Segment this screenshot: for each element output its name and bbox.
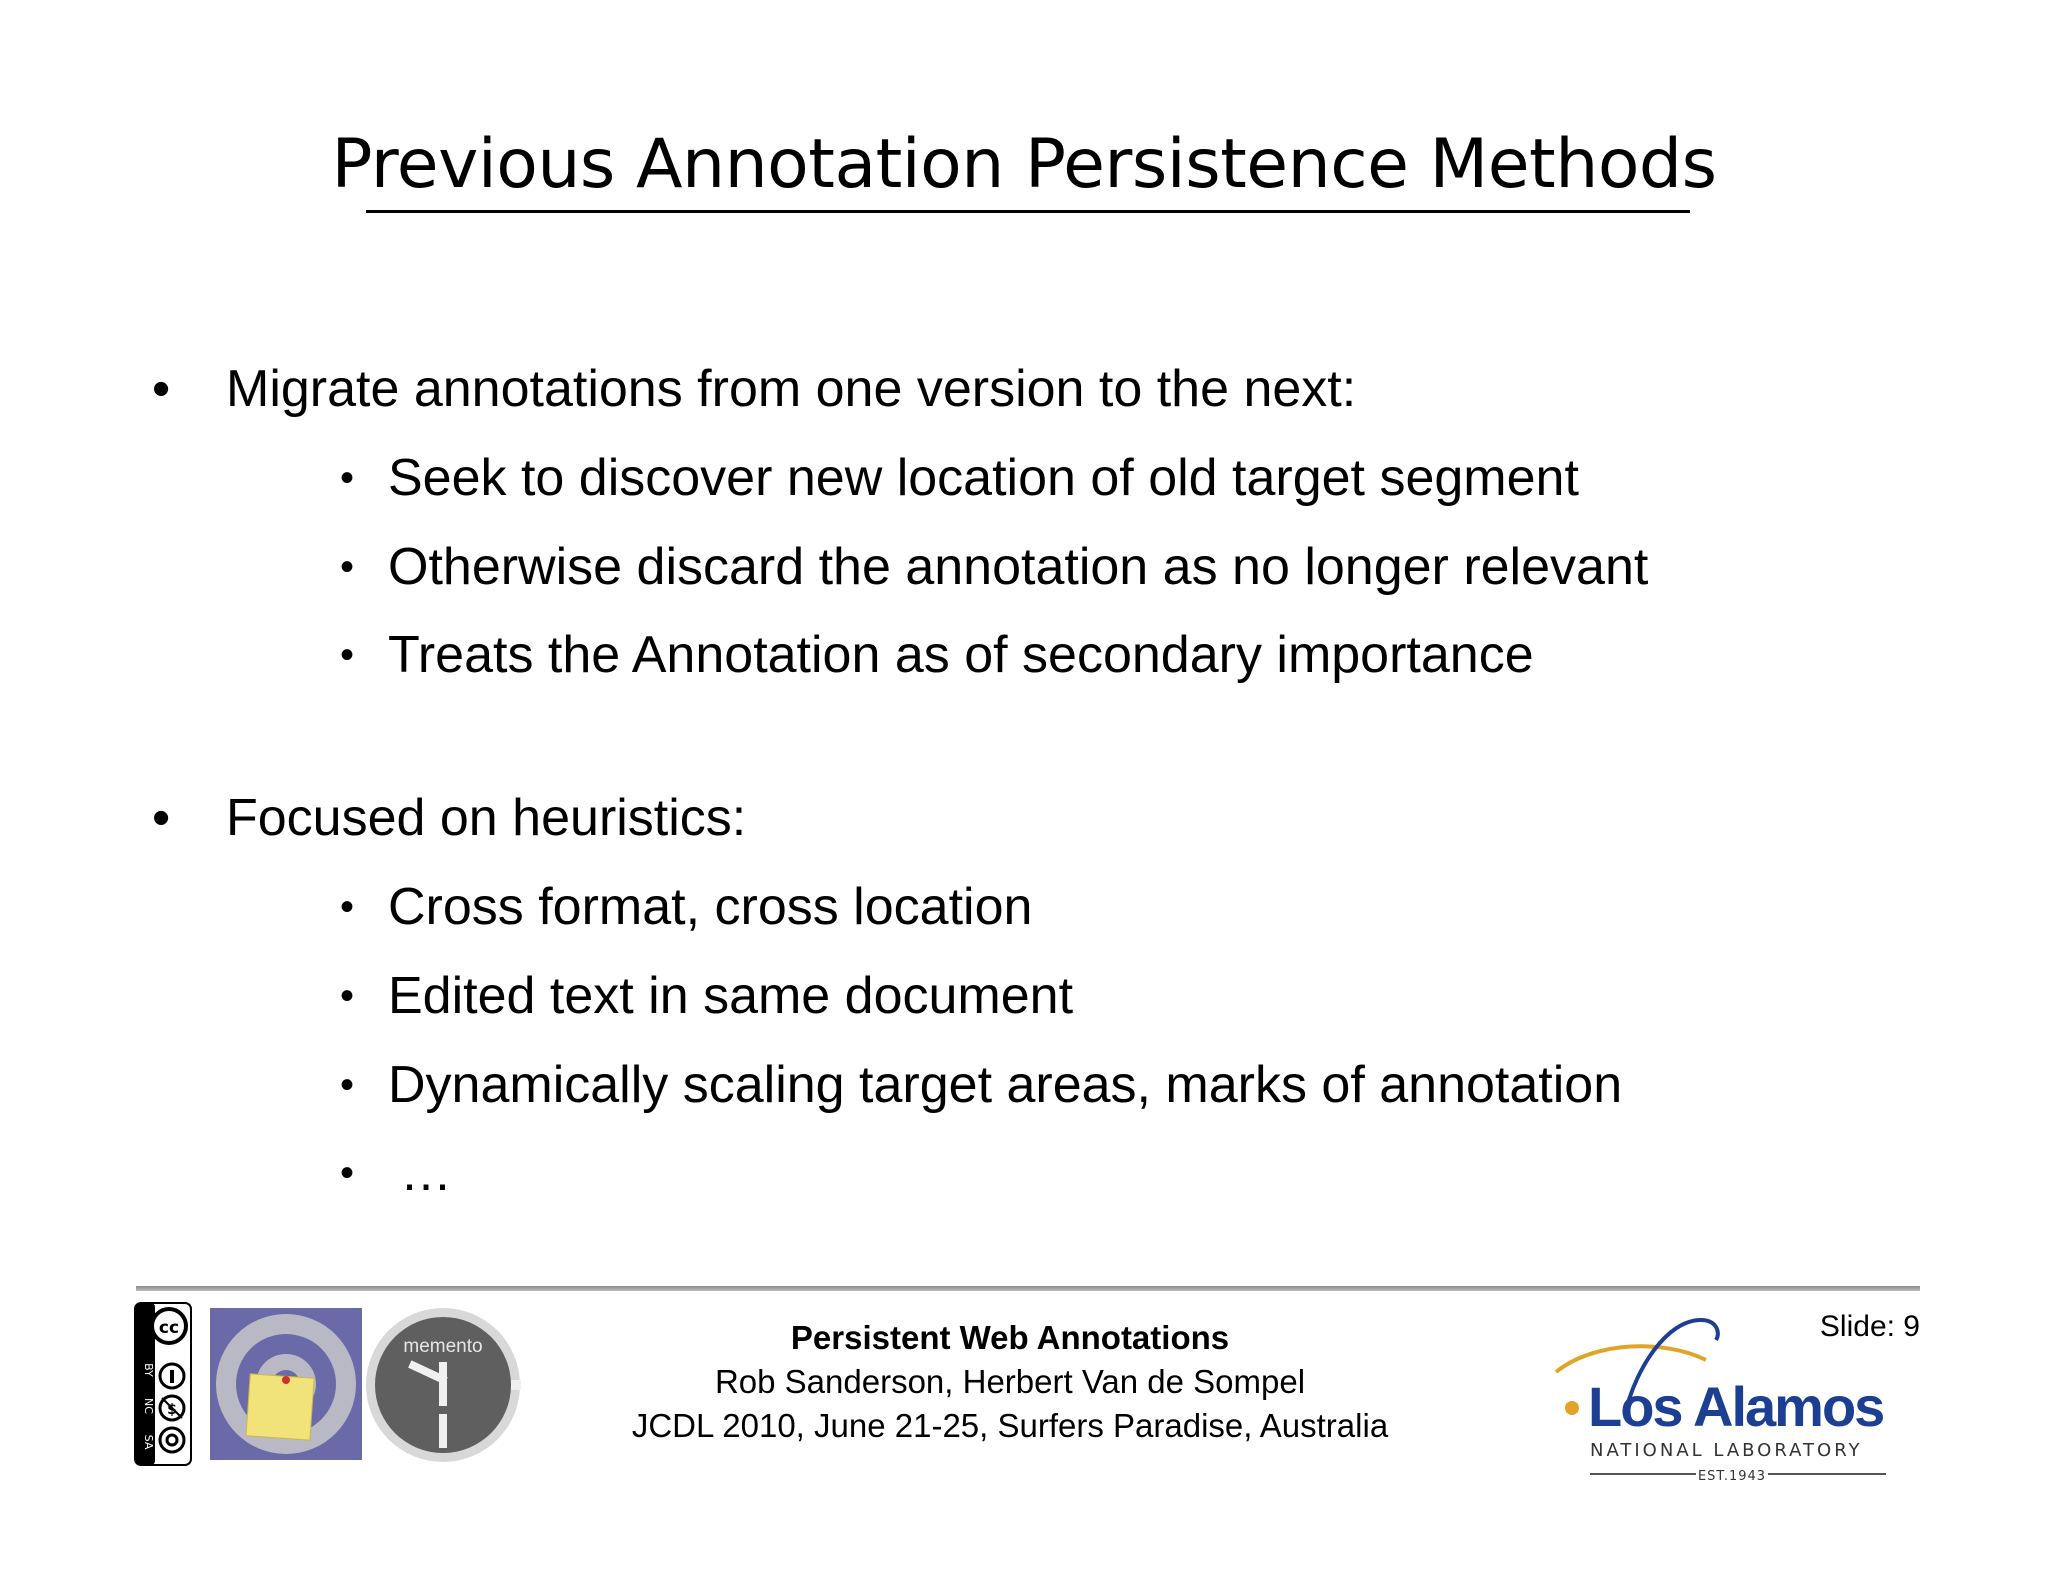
footer-title: Persistent Web Annotations xyxy=(790,1319,1230,1356)
creative-commons-icon xyxy=(134,1302,192,1466)
bullet-text: Migrate annotations from one version to the next: xyxy=(226,360,1357,418)
sticky-note-target-icon xyxy=(210,1308,362,1460)
bullet-level1 xyxy=(0,783,2048,853)
bullet-text: Cross format, cross location xyxy=(388,878,1033,936)
cc-label-by: BY xyxy=(142,1363,155,1377)
bullet-level2 xyxy=(0,1138,2048,1208)
bullet-text: Seek to discover new location of old target segment xyxy=(388,449,1579,507)
memento-label: memento xyxy=(403,1336,483,1357)
lanl-est: EST.1943 xyxy=(1697,1469,1767,1480)
footer-divider xyxy=(136,1286,1920,1291)
memento-clock-icon xyxy=(364,1306,522,1464)
bullet-dot: • xyxy=(340,633,355,677)
bullet-dot: • xyxy=(152,360,171,418)
bullet-dot: • xyxy=(152,789,171,847)
bullet-level2 xyxy=(0,532,2048,602)
bullet-dot: • xyxy=(340,456,355,500)
bullet-level2 xyxy=(0,872,2048,942)
cc-label-nc: NC xyxy=(142,1398,155,1414)
svg-text:cc: cc xyxy=(158,1318,180,1338)
bullet-level2 xyxy=(0,1050,2048,1120)
title-underline xyxy=(366,210,1690,213)
bullet-text: Otherwise discard the annotation as no longer relevant xyxy=(388,538,1649,596)
footer-venue: JCDL 2010, June 21-25, Surfers Paradise, Australia xyxy=(631,1407,1389,1444)
lanl-name: Los Alamos xyxy=(1588,1375,1884,1438)
bullet-text: Focused on heuristics: xyxy=(226,789,747,847)
svg-text:$: $ xyxy=(167,1402,177,1418)
bullet-dot: • xyxy=(340,545,355,589)
cc-label-sa: SA xyxy=(142,1434,155,1450)
bullet-level2 xyxy=(0,961,2048,1031)
slide-title: Previous Annotation Persistence Methods xyxy=(331,125,1717,204)
lanl-subtitle: NATIONAL LABORATORY xyxy=(1590,1440,1863,1461)
bullet-level1 xyxy=(0,354,2048,424)
slide-number: Slide: 9 xyxy=(1819,1310,1920,1343)
bullet-text: Treats the Annotation as of secondary importance xyxy=(388,626,1534,684)
los-alamos-logo xyxy=(1516,1300,1936,1480)
bullet-text: … xyxy=(400,1144,452,1202)
footer-citation xyxy=(560,1316,1460,1448)
bullet-dot: • xyxy=(340,974,355,1018)
bullet-dot: • xyxy=(340,1063,355,1107)
bullet-level2 xyxy=(0,620,2048,690)
bullet-level2 xyxy=(0,443,2048,513)
bullet-text: Edited text in same document xyxy=(388,967,1074,1025)
bullet-dot: • xyxy=(340,1151,355,1195)
bullet-dot: • xyxy=(340,885,355,929)
footer-authors: Rob Sanderson, Herbert Van de Sompel xyxy=(714,1363,1306,1400)
bullet-text: Dynamically scaling target areas, marks of annotation xyxy=(388,1056,1623,1114)
